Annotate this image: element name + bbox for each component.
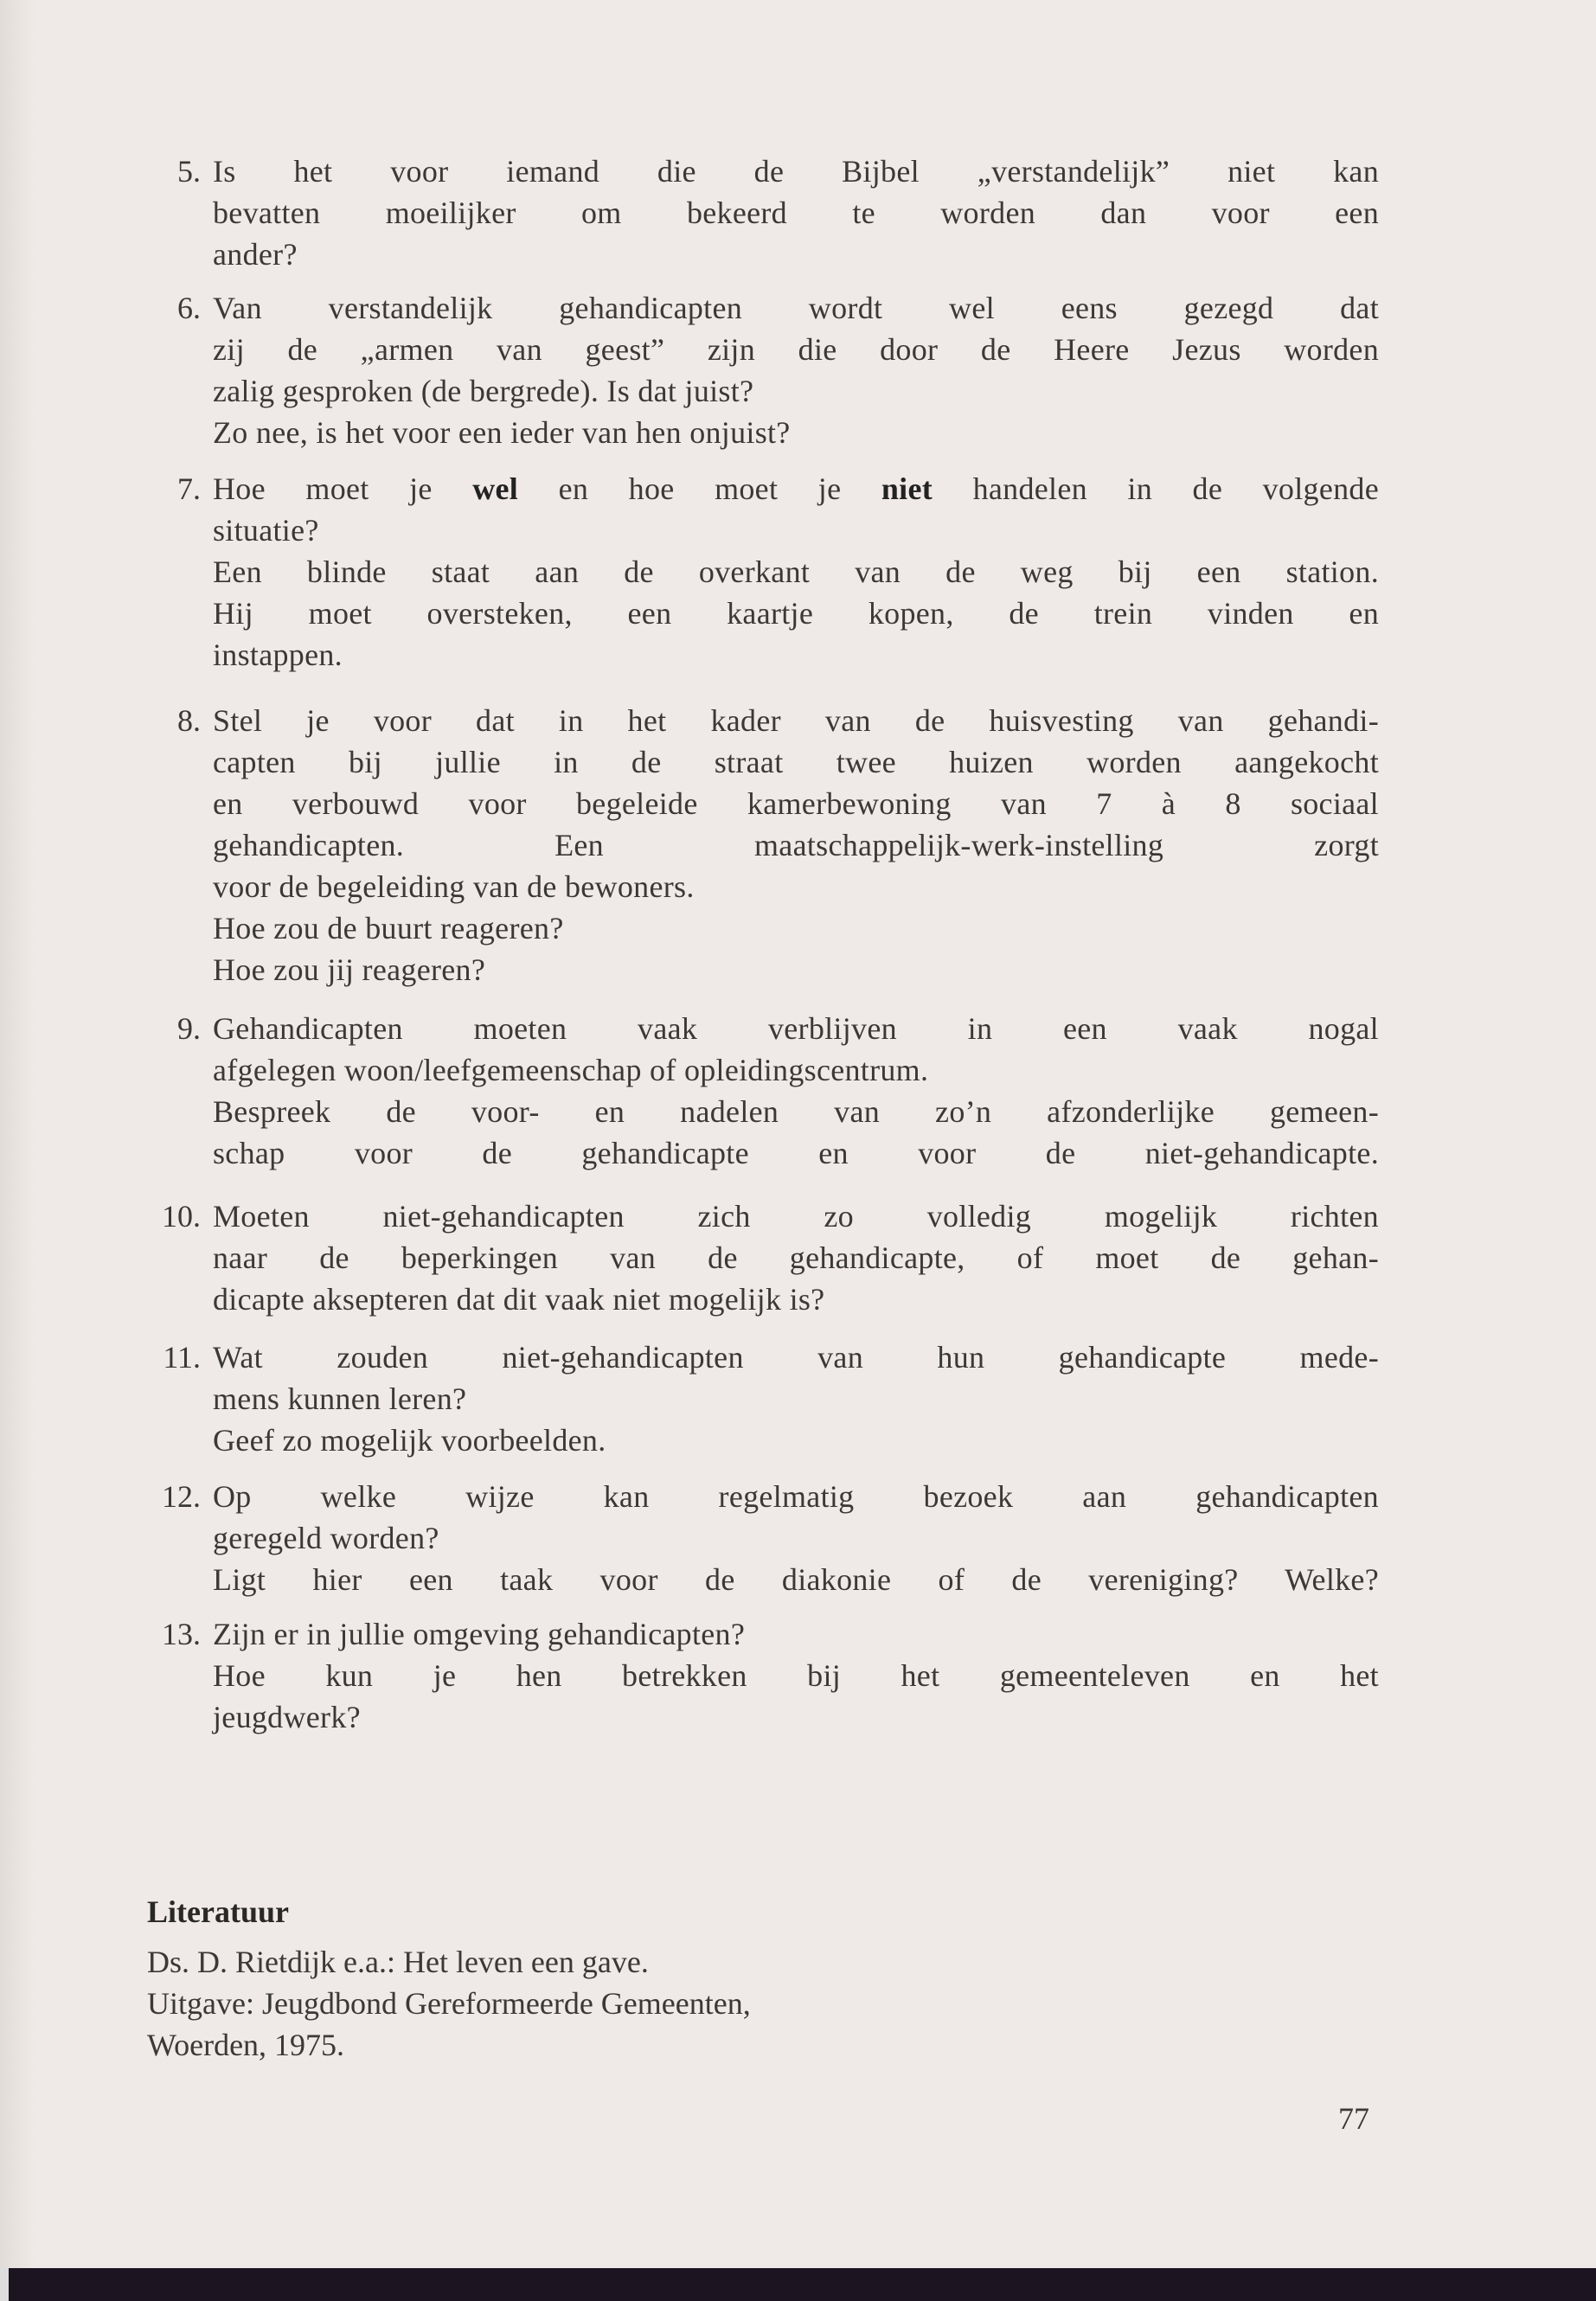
question-line: ander? [213, 237, 298, 272]
question-number: 8. [177, 703, 201, 738]
question-line: dicapte aksepteren dat dit vaak niet mogelijk is? [213, 1282, 825, 1317]
question-line: Hoe kun je hen betrekken bij het gemeenteleven en het [213, 1658, 1379, 1693]
question-item [138, 1336, 1379, 1461]
question-line: Is het voor iemand die de Bijbel „verstandelijk” niet kan [213, 154, 1379, 189]
question-line: Moeten niet-gehandicapten zich zo volledig mogelijk richten [213, 1199, 1379, 1234]
question-line: Hoe zou jij reageren? [213, 952, 486, 987]
question-item [138, 1008, 1379, 1174]
literature-line: Ds. D. Rietdijk e.a.: Het leven een gave. [147, 1945, 649, 1979]
question-line: en verbouwd voor begeleide kamerbewoning van 7 à 8 sociaal [213, 786, 1379, 821]
emphasis-text: wel [472, 471, 519, 506]
question-number: 7. [177, 471, 201, 506]
question-line: Zijn er in jullie omgeving gehandicapten? [213, 1617, 746, 1651]
question-line: Zo nee, is het voor een ieder van hen onjuist? [213, 415, 791, 450]
question-item [138, 1613, 1379, 1738]
question-line: Bespreek de voor- en nadelen van zo’n afzonderlijke gemeen- [213, 1094, 1379, 1129]
question-line: Gehandicapten moeten vaak verblijven in een vaak nogal [213, 1011, 1379, 1046]
question-number: 10. [162, 1199, 201, 1234]
question-item [138, 468, 1379, 676]
question-number: 13. [162, 1617, 201, 1651]
question-line: Stel je voor dat in het kader van de huisvesting van gehandi- [213, 703, 1379, 738]
text-segment: en hoe moet je [518, 471, 881, 506]
question-item [138, 1195, 1379, 1320]
question-number: 6. [177, 291, 201, 325]
question-line: schap voor de gehandicapte en voor de niet-gehandicapte. [213, 1136, 1379, 1170]
question-line: bevatten moeilijker om bekeerd te worden dan voor een [213, 195, 1379, 230]
literature-heading: Literatuur [147, 1894, 289, 1929]
literature-line: Uitgave: Jeugdbond Gereformeerde Gemeenten, [147, 1986, 751, 2021]
question-line: Op welke wijze kan regelmatig bezoek aan gehandicapten [213, 1479, 1379, 1514]
question-line: zalig gesproken (de bergrede). Is dat juist? [213, 374, 754, 408]
question-line: instappen. [213, 638, 343, 672]
literature-section [147, 1891, 1272, 2066]
question-line: Ligt hier een taak voor de diakonie of de vereniging? Welke? [213, 1562, 1379, 1597]
emphasis-text: niet [881, 471, 933, 506]
scan-bottom-edge [0, 2268, 1596, 2301]
question-number: 9. [177, 1011, 201, 1046]
question-line: geregeld worden? [213, 1521, 439, 1555]
question-item [138, 700, 1379, 990]
question-number: 5. [177, 154, 201, 189]
question-line: mens kunnen leren? [213, 1381, 467, 1416]
question-line: Hoe zou de buurt reageren? [213, 911, 564, 945]
literature-line: Woerden, 1975. [147, 2028, 345, 2062]
question-item [138, 1476, 1379, 1600]
question-line: Van verstandelijk gehandicapten wordt wel eens gezegd dat [213, 291, 1379, 325]
question-line: gehandicapten. Een maatschappelijk-werk-instelling zorgt [213, 828, 1379, 862]
question-number: 11. [163, 1340, 201, 1375]
page-edge-shadow [0, 0, 35, 2301]
page-number: 77 [1338, 2101, 1369, 2136]
question-line [213, 468, 1379, 510]
text-segment: Hoe moet je [213, 471, 473, 506]
question-number: 12. [162, 1479, 201, 1514]
text-segment: handelen in de volgende [933, 471, 1379, 506]
question-line: capten bij jullie in de straat twee huizen worden aangekocht [213, 745, 1379, 779]
question-line: Een blinde staat aan de overkant van de weg bij een station. [213, 554, 1379, 589]
question-line: Geef zo mogelijk voorbeelden. [213, 1423, 606, 1458]
question-line: zij de „armen van geest” zijn die door de Heere Jezus worden [213, 332, 1379, 367]
question-item [138, 151, 1379, 275]
question-line: Hij moet oversteken, een kaartje kopen, de trein vinden en [213, 596, 1379, 631]
question-line: naar de beperkingen van de gehandicapte, of moet de gehan- [213, 1240, 1379, 1275]
question-line: Wat zouden niet-gehandicapten van hun gehandicapte mede- [213, 1340, 1379, 1375]
question-line: situatie? [213, 513, 319, 548]
question-item [138, 287, 1379, 453]
question-line: voor de begeleiding van de bewoners. [213, 869, 695, 904]
question-line: afgelegen woon/leefgemeenschap of opleidingscentrum. [213, 1053, 929, 1087]
question-line: jeugdwerk? [213, 1700, 361, 1734]
